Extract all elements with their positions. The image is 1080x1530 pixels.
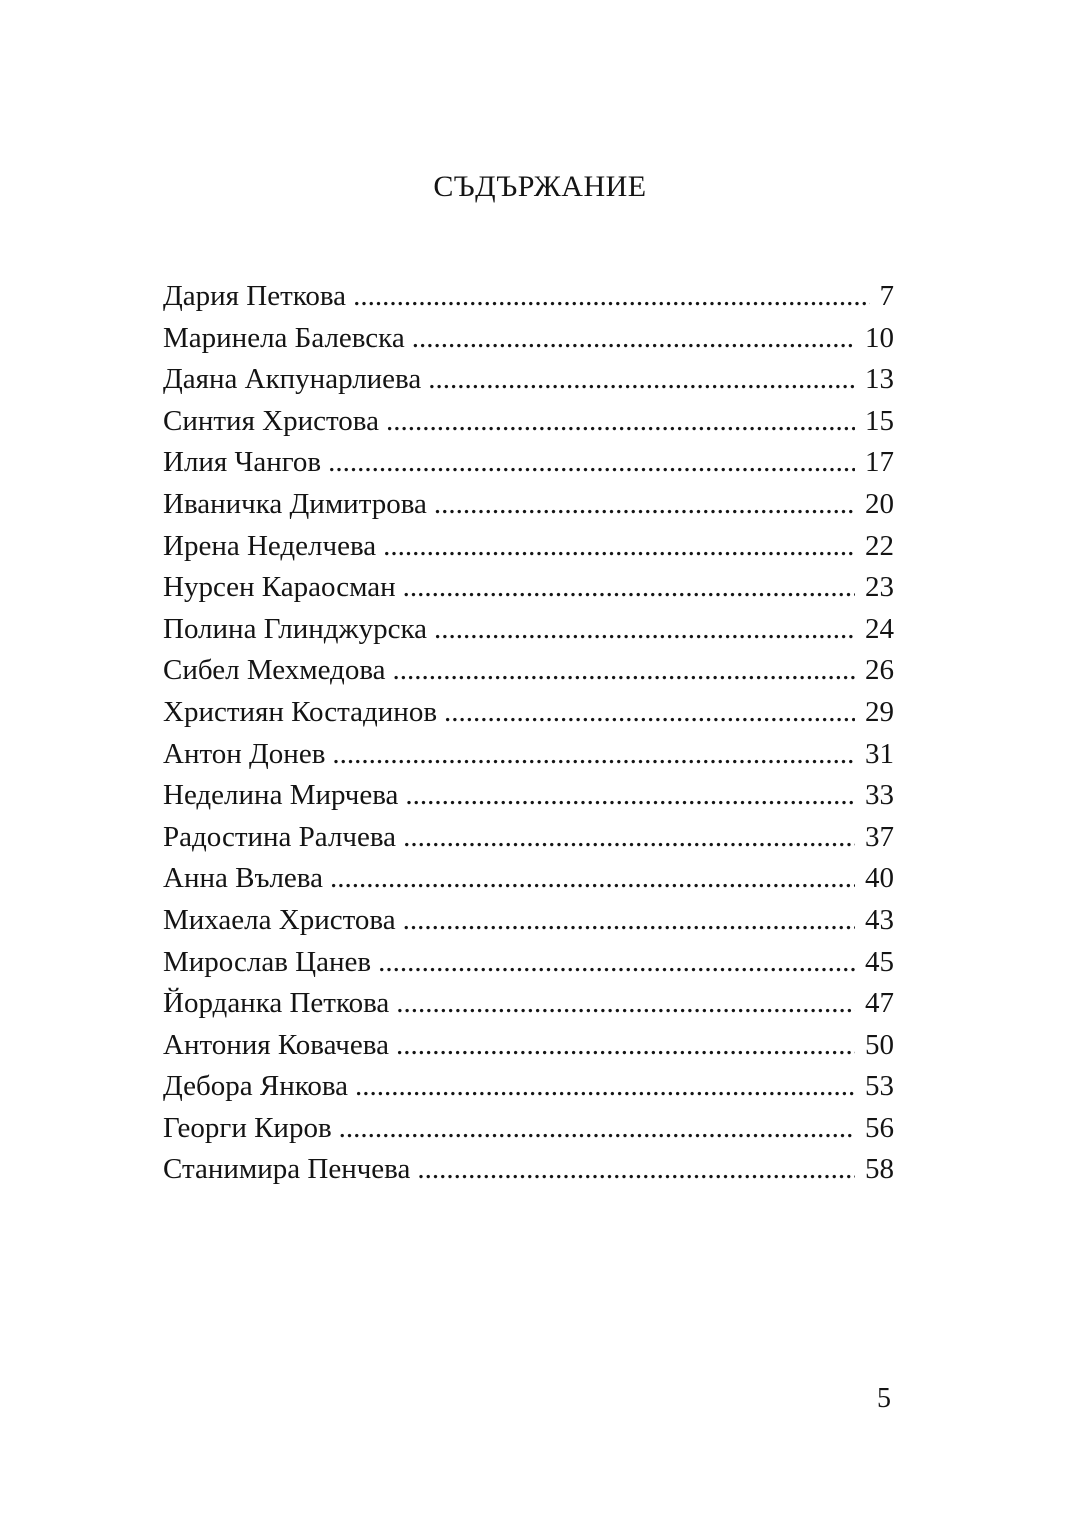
toc-entry-page: 24 xyxy=(865,612,894,645)
toc-entry xyxy=(163,858,894,900)
toc-entry-name: Михаела Христова xyxy=(163,903,396,936)
toc-entry-page: 47 xyxy=(865,987,894,1020)
toc-list xyxy=(163,276,894,1191)
toc-leader-dots xyxy=(393,650,856,692)
toc-entry-page: 53 xyxy=(865,1070,894,1103)
toc-entry-name: Неделина Мирчева xyxy=(163,779,399,812)
toc-entry xyxy=(163,401,894,443)
toc-entry xyxy=(163,567,894,609)
toc-leader-dots xyxy=(444,692,855,734)
toc-entry xyxy=(163,900,894,942)
toc-leader-dots xyxy=(434,484,855,526)
toc-leader-dots xyxy=(403,817,855,859)
toc-entry-name: Сибел Мехмедова xyxy=(163,654,386,687)
toc-entry-name: Йорданка Петкова xyxy=(163,987,390,1020)
toc-entry-page: 20 xyxy=(865,487,894,520)
toc-leader-dots xyxy=(405,775,855,817)
toc-entry-page: 58 xyxy=(865,1153,894,1186)
toc-entry-name: Антон Донев xyxy=(163,737,326,770)
page-number: 5 xyxy=(877,1383,891,1414)
toc-leader-dots xyxy=(355,1066,855,1108)
toc-entry-page: 10 xyxy=(865,321,894,354)
toc-entry-name: Анна Вълева xyxy=(163,862,323,895)
toc-entry xyxy=(163,526,894,568)
toc-entry-name: Нурсен Караосман xyxy=(163,571,396,604)
toc-entry xyxy=(163,734,894,776)
toc-entry-page: 37 xyxy=(865,820,894,853)
toc-leader-dots xyxy=(403,567,855,609)
toc-leader-dots xyxy=(434,609,855,651)
toc-leader-dots xyxy=(396,983,855,1025)
toc-entry-name: Синтия Христова xyxy=(163,404,379,437)
toc-entry xyxy=(163,276,894,318)
toc-entry xyxy=(163,1149,894,1191)
toc-entry-name: Дария Петкова xyxy=(163,280,347,312)
toc-entry-name: Станимира Пенчева xyxy=(163,1153,411,1186)
toc-leader-dots xyxy=(386,401,855,443)
toc-entry-name: Дебора Янкова xyxy=(163,1070,349,1103)
toc-leader-dots xyxy=(428,359,855,401)
toc-leader-dots xyxy=(328,442,855,484)
toc-leader-dots xyxy=(353,276,869,318)
toc-entry xyxy=(163,609,894,651)
toc-entry xyxy=(163,692,894,734)
toc-entry-name: Християн Костадинов xyxy=(163,695,438,728)
toc-leader-dots xyxy=(378,942,855,984)
toc-entry xyxy=(163,775,894,817)
toc-entry-page: 13 xyxy=(865,363,894,396)
toc-entry xyxy=(163,1066,894,1108)
toc-entry-name: Маринела Балевска xyxy=(163,321,405,354)
toc-leader-dots xyxy=(412,318,855,360)
toc-entry-name: Илия Чангов xyxy=(163,446,322,479)
toc-entry xyxy=(163,1108,894,1150)
toc-entry xyxy=(163,359,894,401)
toc-entry-name: Ирена Неделчева xyxy=(163,529,377,562)
toc-entry-page: 50 xyxy=(865,1028,894,1061)
toc-leader-dots xyxy=(396,1025,855,1067)
toc-entry-name: Мирослав Цанев xyxy=(163,945,372,978)
toc-leader-dots xyxy=(403,900,855,942)
toc-entry-page: 43 xyxy=(865,903,894,936)
toc-entry-name: Георги Киров xyxy=(163,1111,332,1144)
toc-entry-page: 22 xyxy=(865,529,894,562)
toc-entry-page: 29 xyxy=(865,695,894,728)
toc-entry-page: 45 xyxy=(865,945,894,978)
toc-entry-page: 7 xyxy=(879,280,894,312)
toc-leader-dots xyxy=(330,858,855,900)
toc-entry xyxy=(163,484,894,526)
toc-entry-page: 15 xyxy=(865,404,894,437)
toc-leader-dots xyxy=(417,1149,855,1191)
toc-entry xyxy=(163,817,894,859)
toc-entry xyxy=(163,942,894,984)
toc-leader-dots xyxy=(339,1108,855,1150)
toc-entry-page: 56 xyxy=(865,1111,894,1144)
toc-entry xyxy=(163,650,894,692)
page-title: СЪДЪРЖАНИЕ xyxy=(433,170,647,203)
toc-leader-dots xyxy=(332,734,855,776)
toc-entry-name: Иваничка Димитрова xyxy=(163,487,427,520)
toc-entry-page: 23 xyxy=(865,571,894,604)
toc-entry xyxy=(163,442,894,484)
toc-entry-name: Антония Ковачева xyxy=(163,1028,389,1061)
toc-entry-page: 17 xyxy=(865,446,894,479)
toc-entry xyxy=(163,1025,894,1067)
toc-entry-name: Полина Глинджурска xyxy=(163,612,427,645)
toc-entry-page: 40 xyxy=(865,862,894,895)
toc-entry-name: Радостина Ралчева xyxy=(163,820,397,853)
toc-entry-page: 31 xyxy=(865,737,894,770)
toc-entry-page: 33 xyxy=(865,779,894,812)
toc-entry xyxy=(163,983,894,1025)
toc-leader-dots xyxy=(383,526,855,568)
toc-entry-name: Даяна Акпунарлиева xyxy=(163,363,422,396)
toc-entry xyxy=(163,318,894,360)
toc-entry-page: 26 xyxy=(865,654,894,687)
